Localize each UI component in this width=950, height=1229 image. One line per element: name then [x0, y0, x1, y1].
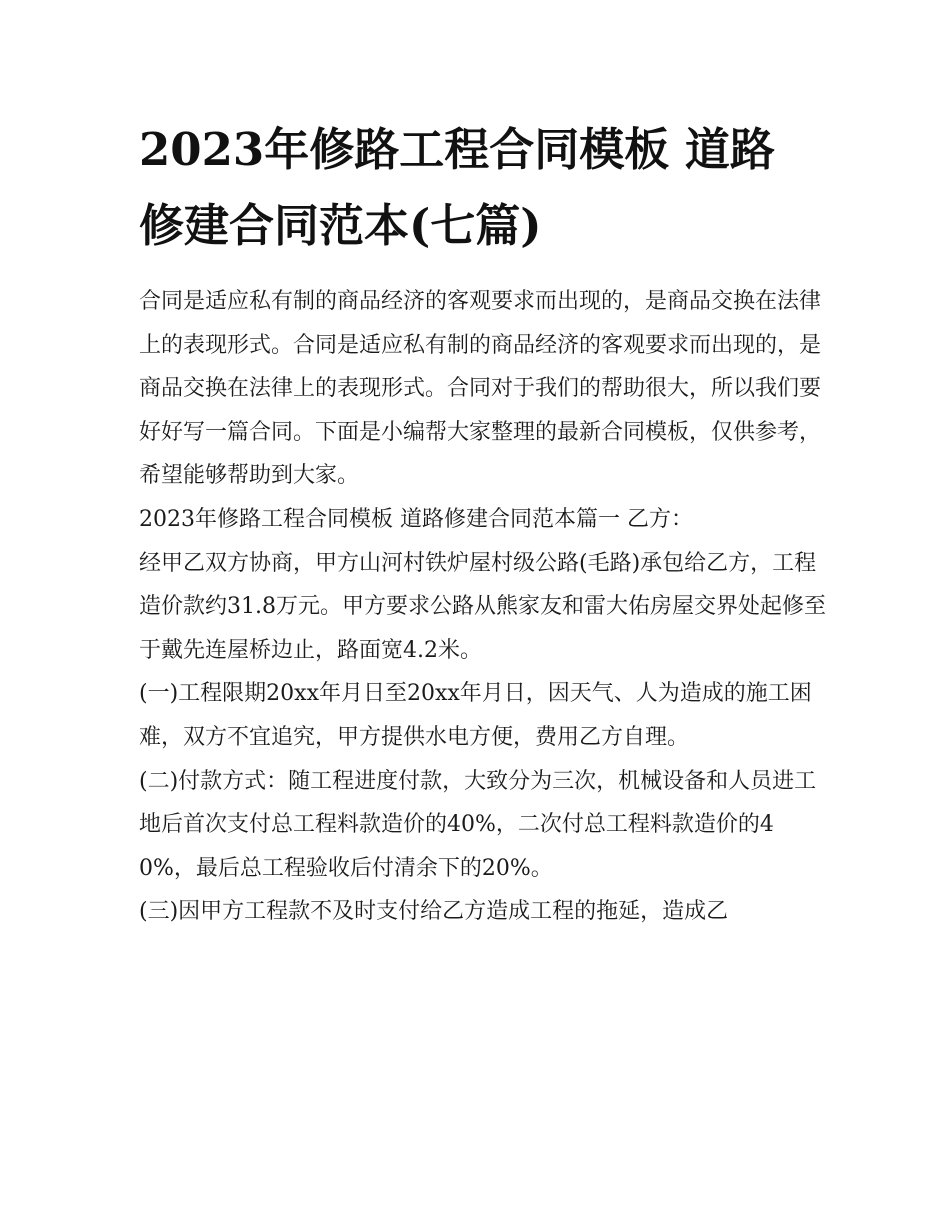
document-title: 2023年修路工程合同模板 道路修建合同范本(七篇)	[139, 123, 775, 252]
paragraph-clause-1: (一)工程限期20xx年月日至20xx年月日，因天气、人为造成的施工困难，双方不宜追究，甲方提供水电方便，费用乙方自理。	[139, 681, 812, 750]
paragraph-clause-2: (二)付款方式：随工程进度付款，大致分为三次，机械设备和人员进工地后首次支付总工程料款造价的40%，二次付总工程料款造价的40%，最后总工程验收后付清余下的20%。	[139, 768, 817, 881]
paragraph-intro: 合同是适应私有制的商品经济的客观要求而出现的，是商品交换在法律上的表现形式。合同是适应私有制的商品经济的客观要求而出现的，是商品交换在法律上的表现形式。合同对于我们的帮助很大，所以我们要好好写一篇合同。下面是小编帮大家整理的最新合同模板，仅供参考，希望能够帮助到大家。	[139, 289, 822, 489]
paragraph-clause-3: (三)因甲方工程款不及时支付给乙方造成工程的拖延，造成乙	[139, 899, 729, 925]
document-body	[139, 280, 829, 934]
paragraph-section-heading: 2023年修路工程合同模板 道路修建合同范本篇一 乙方：	[139, 506, 693, 532]
paragraph-agreement: 经甲乙双方协商，甲方山河村铁炉屋村级公路(毛路)承包给乙方，工程造价款约31.8万元。甲方要求公路从熊家友和雷大佑房屋交界处起修至于戴先连屋桥边止，路面宽4.2米。	[139, 550, 826, 663]
